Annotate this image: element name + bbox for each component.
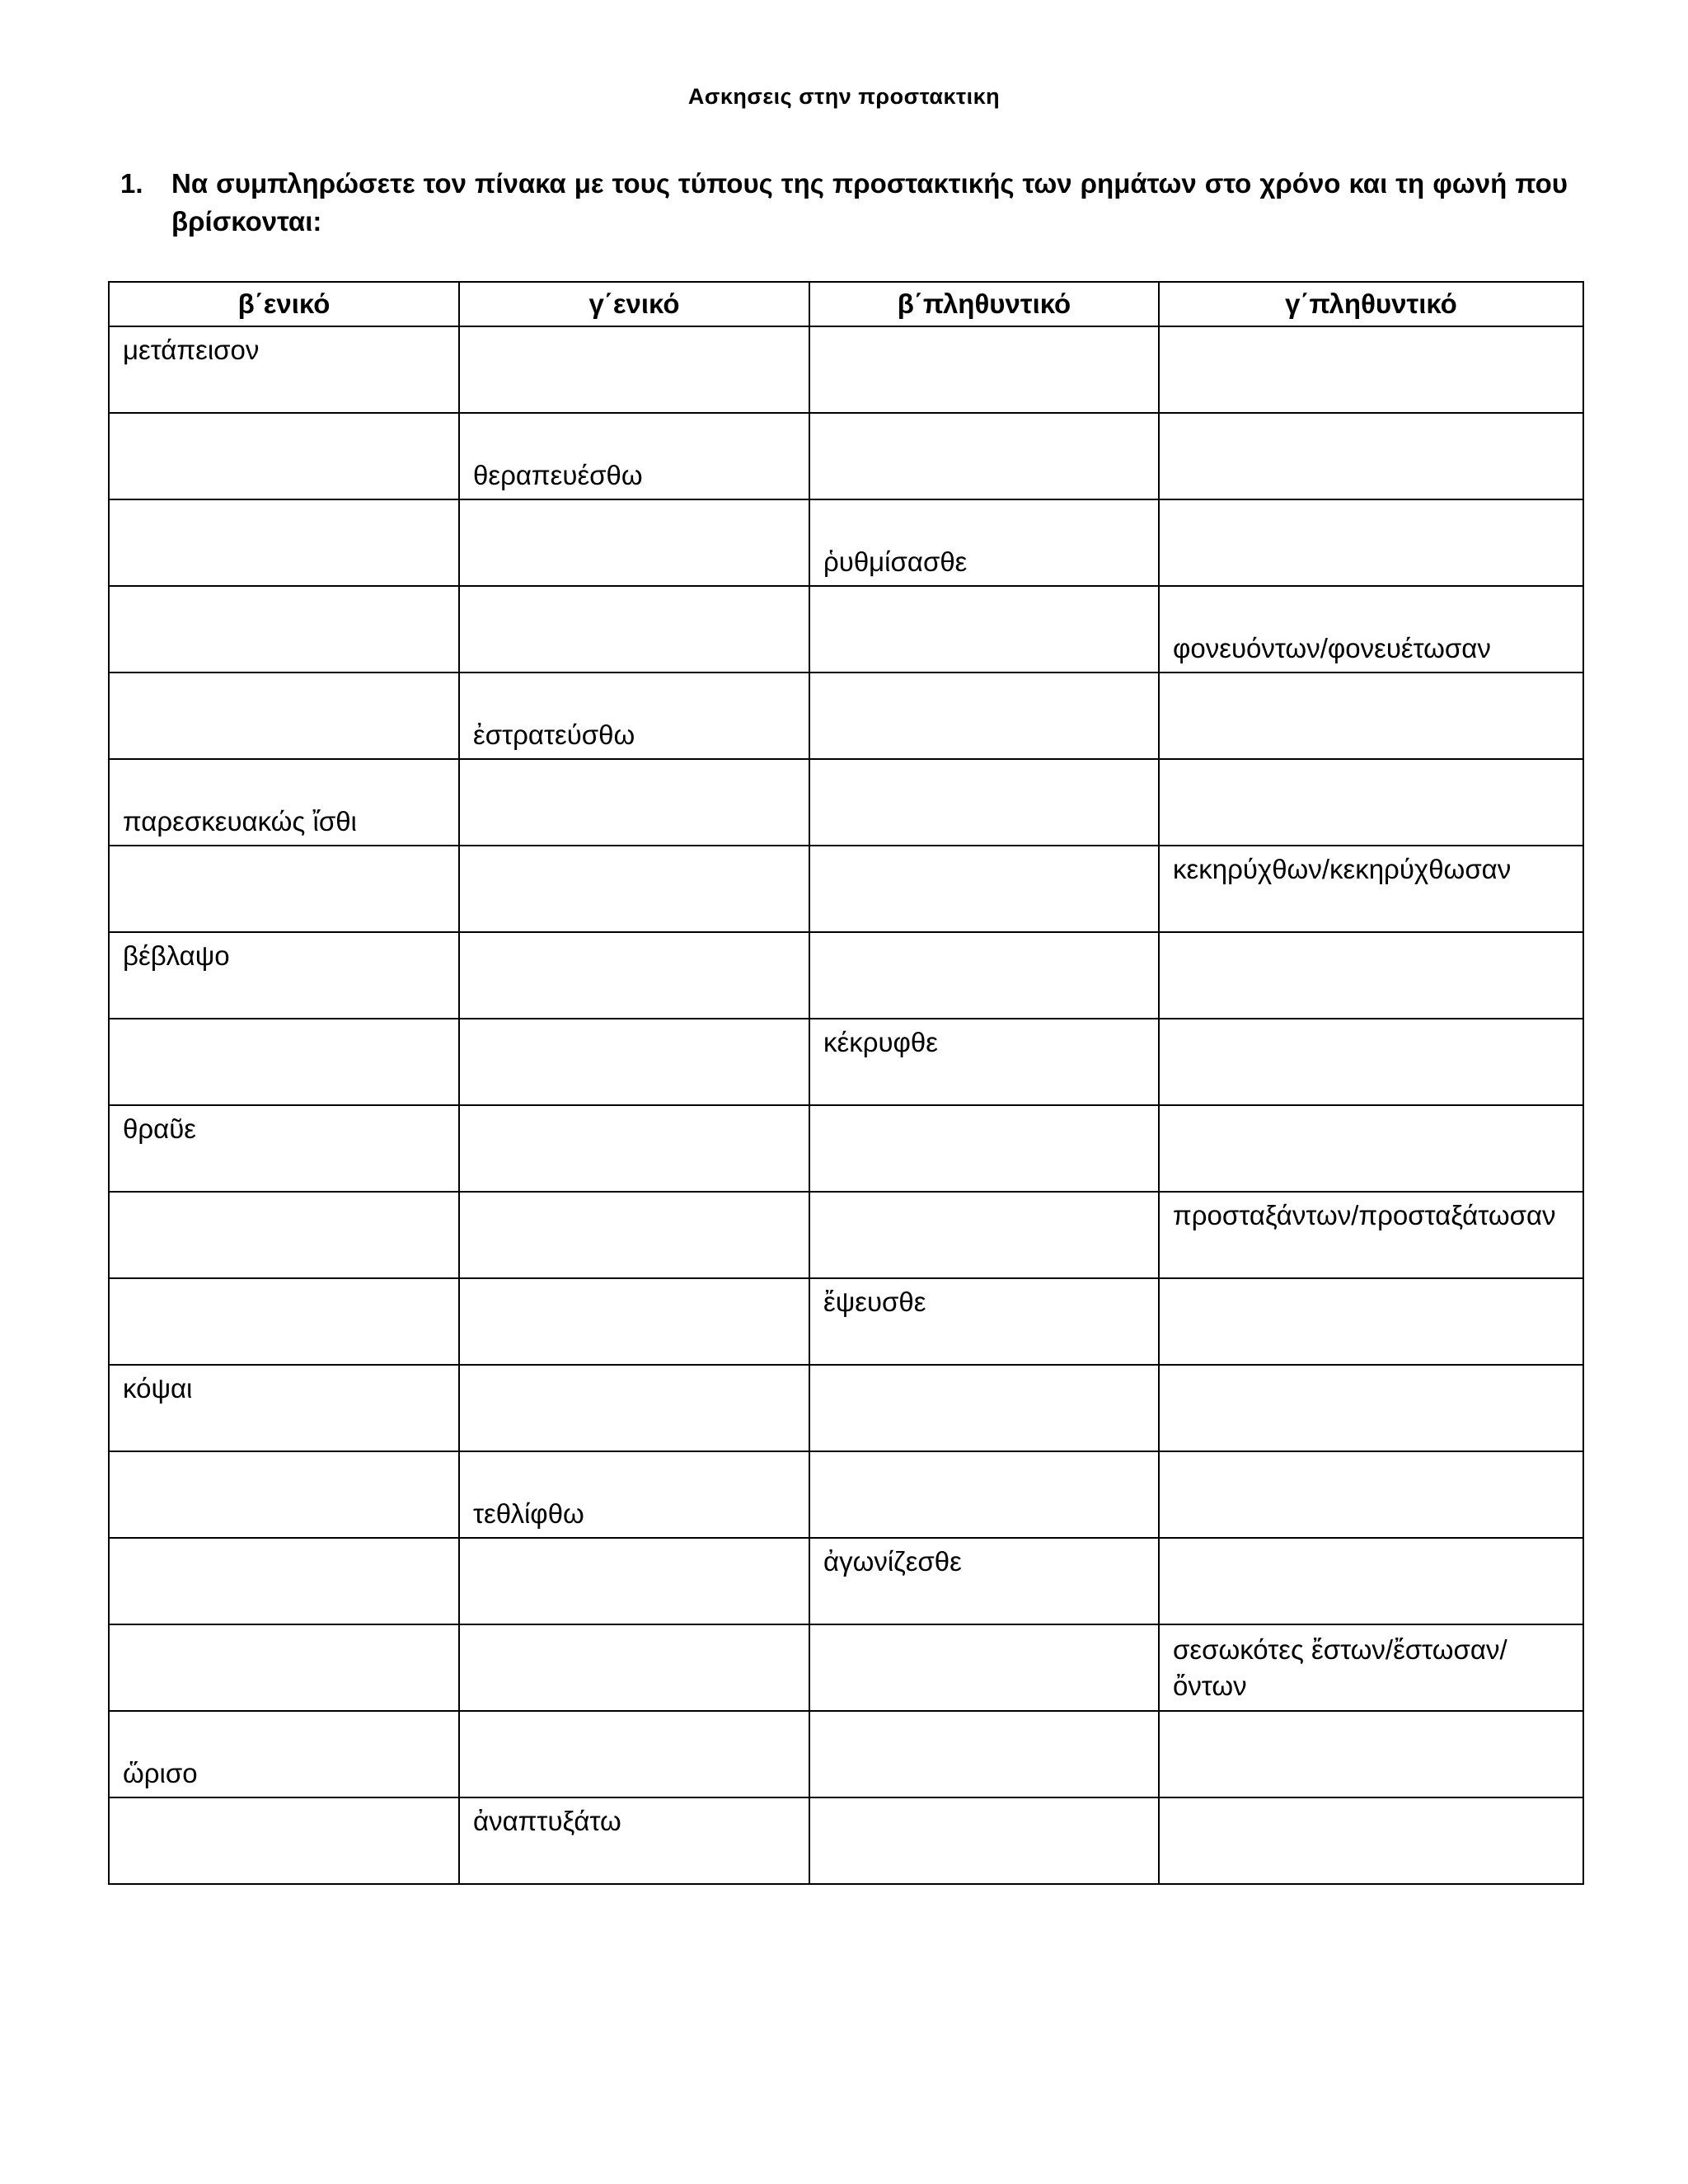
instruction-text: Να συμπληρώσετε τον πίνακα με τους τύπους της προστακτικής των ρημάτων στο χρόνο και τη φωνή που βρίσκονται: (171, 168, 1568, 237)
table-row (109, 1365, 1583, 1451)
table-row (109, 932, 1583, 1019)
blank-cell-third-plural[interactable] (1159, 932, 1583, 1019)
given-form-third-plural: προσταξάντων/προσταξάτωσαν (1159, 1192, 1583, 1278)
blank-cell-second-singular[interactable] (109, 846, 459, 932)
given-form-second-plural: κέκρυφθε (809, 1019, 1159, 1105)
blank-cell-third-singular[interactable] (459, 499, 809, 586)
table-row (109, 1711, 1583, 1797)
table-row (109, 1019, 1583, 1105)
blank-cell-second-singular[interactable] (109, 586, 459, 673)
header-second-singular: β΄ενικό (109, 282, 459, 326)
blank-cell-third-plural[interactable] (1159, 1711, 1583, 1797)
blank-cell-third-plural[interactable] (1159, 673, 1583, 759)
blank-cell-second-plural[interactable] (809, 1105, 1159, 1192)
blank-cell-third-singular[interactable] (459, 1624, 809, 1711)
blank-cell-third-singular[interactable] (459, 1278, 809, 1365)
blank-cell-third-plural[interactable] (1159, 326, 1583, 413)
given-form-third-singular: θεραπευέσθω (459, 413, 809, 499)
table-header-row (109, 282, 1583, 326)
blank-cell-third-plural[interactable] (1159, 1105, 1583, 1192)
table-row (109, 673, 1583, 759)
blank-cell-second-plural[interactable] (809, 759, 1159, 846)
table-row (109, 1105, 1583, 1192)
header-third-plural: γ΄πληθυντικό (1159, 282, 1583, 326)
header-third-singular: γ΄ενικό (459, 282, 809, 326)
table-row (109, 846, 1583, 932)
blank-cell-second-singular[interactable] (109, 673, 459, 759)
blank-cell-second-plural[interactable] (809, 1797, 1159, 1884)
blank-cell-third-singular[interactable] (459, 1019, 809, 1105)
blank-cell-second-plural[interactable] (809, 1365, 1159, 1451)
blank-cell-third-plural[interactable] (1159, 413, 1583, 499)
blank-cell-third-plural[interactable] (1159, 1365, 1583, 1451)
given-form-third-singular: τεθλίφθω (459, 1451, 809, 1538)
conjugation-table (108, 281, 1584, 1885)
table-row (109, 499, 1583, 586)
blank-cell-second-plural[interactable] (809, 413, 1159, 499)
table-body (109, 326, 1583, 1884)
blank-cell-second-plural[interactable] (809, 1192, 1159, 1278)
table-row (109, 586, 1583, 673)
table-row (109, 1538, 1583, 1624)
blank-cell-second-singular[interactable] (109, 1192, 459, 1278)
given-form-third-singular: ἐστρατεύσθω (459, 673, 809, 759)
blank-cell-third-singular[interactable] (459, 1365, 809, 1451)
given-form-second-singular: παρεσκευακώς ἴσθι (109, 759, 459, 846)
blank-cell-third-singular[interactable] (459, 1105, 809, 1192)
blank-cell-second-plural[interactable] (809, 1451, 1159, 1538)
blank-cell-third-singular[interactable] (459, 1711, 809, 1797)
given-form-second-singular: κόψαι (109, 1365, 459, 1451)
blank-cell-third-plural[interactable] (1159, 1019, 1583, 1105)
blank-cell-third-singular[interactable] (459, 1538, 809, 1624)
blank-cell-second-singular[interactable] (109, 1451, 459, 1538)
blank-cell-third-singular[interactable] (459, 932, 809, 1019)
blank-cell-second-plural[interactable] (809, 846, 1159, 932)
blank-cell-second-plural[interactable] (809, 932, 1159, 1019)
table-row (109, 413, 1583, 499)
blank-cell-third-plural[interactable] (1159, 1797, 1583, 1884)
table-row (109, 1278, 1583, 1365)
blank-cell-third-singular[interactable] (459, 846, 809, 932)
given-form-second-singular: βέβλαψο (109, 932, 459, 1019)
blank-cell-third-singular[interactable] (459, 326, 809, 413)
given-form-second-singular: μετάπεισον (109, 326, 459, 413)
table-row (109, 1797, 1583, 1884)
blank-cell-second-singular[interactable] (109, 1797, 459, 1884)
blank-cell-second-singular[interactable] (109, 1278, 459, 1365)
blank-cell-third-plural[interactable] (1159, 1538, 1583, 1624)
given-form-third-plural: σεσωκότες ἔστων/ἔστωσαν/ ὄντων (1159, 1624, 1583, 1711)
given-form-second-plural: ἔψευσθε (809, 1278, 1159, 1365)
blank-cell-second-singular[interactable] (109, 413, 459, 499)
given-form-second-plural: ῥυθμίσασθε (809, 499, 1159, 586)
header-second-plural: β΄πληθυντικό (809, 282, 1159, 326)
exercise-instruction (120, 165, 1568, 241)
blank-cell-third-singular[interactable] (459, 586, 809, 673)
blank-cell-second-plural[interactable] (809, 673, 1159, 759)
blank-cell-third-plural[interactable] (1159, 499, 1583, 586)
table-row (109, 1624, 1583, 1711)
table-row (109, 1451, 1583, 1538)
page-title: Ασκησεις στην προστακτικη (687, 84, 1001, 109)
blank-cell-second-plural[interactable] (809, 326, 1159, 413)
table-row (109, 759, 1583, 846)
given-form-third-singular: ἀναπτυξάτω (459, 1797, 809, 1884)
blank-cell-second-singular[interactable] (109, 499, 459, 586)
blank-cell-third-singular[interactable] (459, 1192, 809, 1278)
blank-cell-second-singular[interactable] (109, 1019, 459, 1105)
blank-cell-third-singular[interactable] (459, 759, 809, 846)
blank-cell-second-plural[interactable] (809, 1624, 1159, 1711)
blank-cell-second-plural[interactable] (809, 1711, 1159, 1797)
blank-cell-third-plural[interactable] (1159, 1278, 1583, 1365)
given-form-third-plural: φονευόντων/φονευέτωσαν (1159, 586, 1583, 673)
exercise-number: 1. (120, 168, 143, 199)
blank-cell-second-plural[interactable] (809, 586, 1159, 673)
blank-cell-third-plural[interactable] (1159, 759, 1583, 846)
blank-cell-second-singular[interactable] (109, 1538, 459, 1624)
given-form-third-plural: κεκηρύχθων/κεκηρύχθωσαν (1159, 846, 1583, 932)
given-form-second-plural: ἀγωνίζεσθε (809, 1538, 1159, 1624)
blank-cell-third-plural[interactable] (1159, 1451, 1583, 1538)
given-form-second-singular: θραῦε (109, 1105, 459, 1192)
table-row (109, 326, 1583, 413)
given-form-second-singular: ὥρισο (109, 1711, 459, 1797)
table-row (109, 1192, 1583, 1278)
blank-cell-second-singular[interactable] (109, 1624, 459, 1711)
